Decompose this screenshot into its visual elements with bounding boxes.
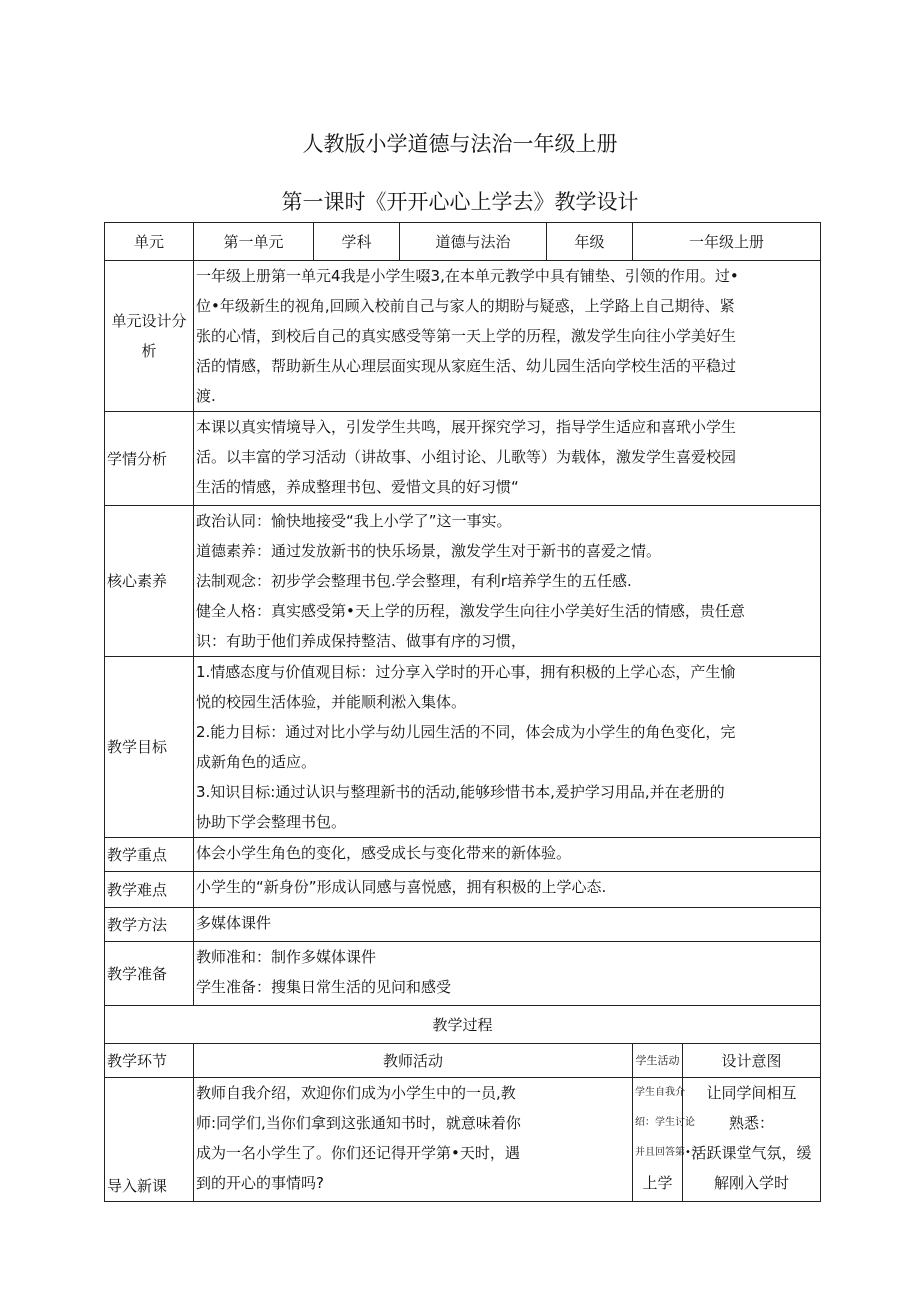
grade-label: 年级 [547,223,633,261]
key-points-row [105,838,821,872]
text-line: 师:同学们,当你们拿到这张通知书时，就意味着你 [196,1114,521,1132]
learner-analysis-label: 学情分析 [105,412,194,506]
intro-teacher-activity [194,1078,633,1202]
student-column-header: 学生活动 [633,1044,683,1078]
core-literacy-label: 核心素养 [105,506,194,657]
info-row [105,223,821,261]
unit-design-text [194,261,821,412]
text-line: 政治认同：愉快地接受“我上小学了”这一事实。 [196,512,512,530]
text-line: 活。以丰富的学习活动（讲故事、小组讨论、儿歌等）为载体，激发学生喜爱校园 [196,448,737,466]
stage-column-header: 教学环节 [105,1044,194,1078]
text-line: 生活的情感，养成整理书包、爱惜文具的好习惯“ [196,478,519,496]
text-line: 张的心情，到校后自己的真实感受等第一天上学的历程，激发学生向往小学美好生 [196,327,737,345]
teaching-goals-label: 教学目标 [105,657,194,838]
text-line: 活跃课堂气氛，缓 [691,1144,812,1162]
document-subtitle: 第一课时《开开心心上学去》教学设计 [281,190,639,214]
text-line: 绍：学生讨论 [635,1117,695,1128]
core-literacy-row [105,506,821,657]
method-text: 多媒体课件 [194,908,821,942]
text-line: 成为一名小学生了。你们还记得开学第•天时，遇 [196,1144,520,1162]
process-header: 教学过程 [105,1006,821,1044]
text-line: 活的情感，帮助新生从心理层面实现从家庭生活、幼儿园生活向学校生活的平稳过 [196,357,737,375]
method-row [105,908,821,942]
unit-label: 单元 [105,223,194,261]
intro-student-activity [633,1078,701,1202]
unit-design-row [105,261,821,412]
preparation-text [194,942,821,1006]
text-line: 识：有助于他们养成保持整洁、做事有序的习惯， [196,632,527,650]
text-line: 成新角色的适应。 [196,753,317,771]
preparation-label: 教学准备 [105,942,194,1006]
text-line: 道德素养：通过发放新书的快乐场景，激发学生对于新书的喜爱之情。 [196,542,662,560]
text-line: 让同学间相互 [706,1084,797,1102]
text-line: 教师准和：制作多媒体课件 [196,948,377,966]
unit-design-label [105,261,194,412]
teaching-goals-row [105,657,821,838]
lesson-plan-table [104,222,821,1202]
text-line: 法制观念：初步学会整理书包.学会整理，有利r培养学生的五任感. [196,572,632,590]
core-literacy-text [194,506,821,657]
text-line: 学生自我介 [635,1087,685,1098]
key-points-text: 体会小学生角色的变化，感受成长与变化带来的新体验。 [194,838,821,872]
grade-value: 一年级上册 [633,223,821,261]
teaching-goals-text [194,657,821,838]
difficulties-row [105,872,821,908]
process-header-row [105,1006,821,1044]
difficulties-text: 小学生的“新身份”形成认同感与喜悦感，拥有积极的上学心态. [194,872,821,908]
unit-value: 第一单元 [194,223,314,261]
text-line: 悦的校园生活体验，并能顺利淞入集体。 [196,693,467,711]
process-columns-row [105,1044,821,1078]
text-line: 一年级上册第一单元4我是小学生啜3,在本单元教学中具有铺垫、引领的作用。过• [196,267,739,285]
text-line: 2.能力目标：通过对比小学与幼儿园生活的不同，体会成为小学生的角色变化，完 [196,723,736,741]
text-line: 渡. [196,387,216,405]
text-line: 熟悉： [729,1114,775,1132]
text-line: 解刚入学时 [714,1174,790,1192]
text-line: 学生准备：搜集日常生活的见问和感受 [196,978,452,996]
teacher-column-header: 教师活动 [194,1044,633,1078]
difficulties-label: 教学难点 [105,872,194,908]
intent-column-header: 设计意图 [683,1044,821,1078]
learner-analysis-row [105,412,821,506]
text-line: 到的开心的事情吗? [196,1174,324,1192]
method-label: 教学方法 [105,908,194,942]
learner-analysis-text [194,412,821,506]
key-points-label: 教学重点 [105,838,194,872]
unit-design-label-line: 析 [141,342,157,360]
document-title: 人教版小学道德与法治一年级上册 [302,132,618,156]
intro-design-intent [683,1078,821,1202]
intro-stage: 导入新课 [105,1078,194,1202]
text-line: 位•年级新生的视角,回顾入校前自己与家人的期盼与疑惑，上学路上自己期待、紧 [196,297,735,315]
text-line: 教师自我介绍，欢迎你们成为小学生中的一员,教 [196,1084,516,1102]
preparation-row [105,942,821,1006]
text-line: 并且回答第•天 [635,1147,701,1158]
text-line: 上学 [642,1174,673,1192]
text-line: 本课以真实情境导入，引发学生共鸣，展开探究学习，指导学生适应和喜玳小学生 [196,418,737,436]
text-line: 协助下学会整理书包。 [196,813,347,831]
text-line: 3.知识目标:通过认识与整理新书的活动,能够珍惜书本,爰护学习用品,并在老册的 [196,783,725,801]
text-line: 健全人格：真实感受第•天上学的历程，激发学生向往小学美好生活的情感，贵任意 [196,602,745,620]
subject-value: 道德与法治 [400,223,547,261]
text-line: 1.情感态度与价值观目标：过分享入学时的开心事，拥有积极的上学心态，产生愉 [196,663,736,681]
subject-label: 学科 [314,223,400,261]
intro-row [105,1078,821,1202]
unit-design-label-line: 单元设计分 [111,312,187,330]
